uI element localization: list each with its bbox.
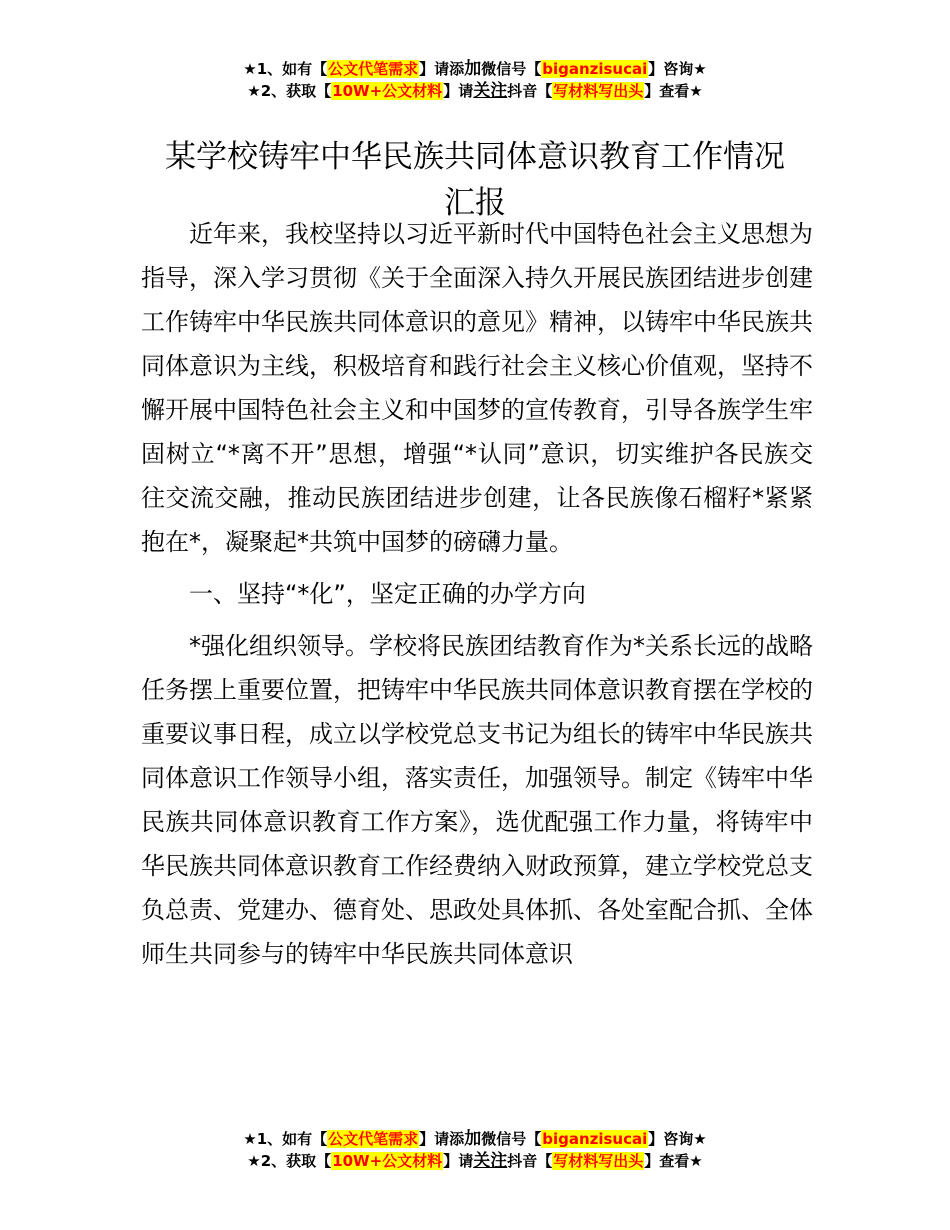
ad-highlight-service: 公文代笔需求 [328,1130,419,1148]
header-ad-line-1 [0,58,950,80]
ad-text: 】查看★ [644,1152,703,1170]
ad-highlight-materials: 10W+公文材料 [332,82,443,100]
ad-text: 】查看★ [644,82,703,100]
body-paragraph-organization: *强化组织领导。学校将民族团结教育作为*关系长远的战略任务摆上重要位置，把铸牢中华民族共同体意识教育摆在学校的重要议事日程，成立以学校党总支书记为组长的铸牢中华民族共同体意识工作领导小组，落实责任，加强领导。制定《铸牢中华民族共同体意识教育工作方案》，选优配强工作力量，将铸牢中华民族共同体意识教育工作经费纳入财政预算，建立学校党总支负总责、党建办、德育处、思政处具体抓、各处室配合抓、全体师生共同参与的铸牢中华民族共同体意识 [141,632,813,968]
section-heading-1: 一、坚持“*化”，坚定正确的办学方向 [189,580,586,608]
footer-ad-banner [0,1128,950,1172]
footer-ad-line-2 [0,1150,950,1172]
ad-text: ★1、如有【 [243,60,328,78]
document-body [141,212,813,984]
ad-highlight-douyin-account: 写材料写出头 [553,82,644,100]
ad-emphasis: 加 [464,59,482,79]
ad-text: 微信号【 [481,60,542,78]
footer-ad-line-1 [0,1128,950,1150]
ad-text: 抖音【 [507,1152,553,1170]
ad-text: 微信号【 [481,1130,542,1148]
ad-text: 】咨询★ [648,60,707,78]
ad-highlight-wechat-id: biganzisucai [542,60,648,78]
ad-emphasis: 关注 [473,1151,508,1171]
body-paragraph-intro: 近年来，我校坚持以习近平新时代中国特色社会主义思想为指导，深入学习贯彻《关于全面深入持久开展民族团结进步创建工作铸牢中华民族共同体意识的意见》精神，以铸牢中华民族共同体意识为主线，积极培育和践行社会主义核心价值观，坚持不懈开展中国特色社会主义和中国梦的宣传教育，引导各族学生牢固树立“*离不开”思想，增强“*认同”意识，切实维护各民族交往交流交融，推动民族团结进步创建，让各民族像石榴籽*紧紧抱在*，凝聚起*共筑中国梦的磅礴力量。 [141,220,813,556]
document-title-line-1: 某学校铸牢中华民族共同体意识教育工作情况 [165,138,785,175]
ad-highlight-materials: 10W+公文材料 [332,1152,443,1170]
ad-text: 】咨询★ [648,1130,707,1148]
ad-text: 】请添 [419,1130,465,1148]
ad-highlight-wechat-id: biganzisucai [542,1130,648,1148]
ad-text: 】请 [443,82,474,100]
ad-text: ★2、获取【 [247,82,332,100]
document-title-line-2: 汇报 [444,184,506,221]
header-ad-banner [0,58,950,102]
ad-highlight-service: 公文代笔需求 [328,60,419,78]
ad-emphasis: 关注 [473,81,508,101]
ad-emphasis: 加 [464,1129,482,1149]
ad-text: ★1、如有【 [243,1130,328,1148]
ad-text: 】请 [443,1152,474,1170]
header-ad-line-2 [0,80,950,102]
ad-text: ★2、获取【 [247,1152,332,1170]
ad-highlight-douyin-account: 写材料写出头 [553,1152,644,1170]
ad-text: 抖音【 [507,82,553,100]
ad-text: 】请添 [419,60,465,78]
